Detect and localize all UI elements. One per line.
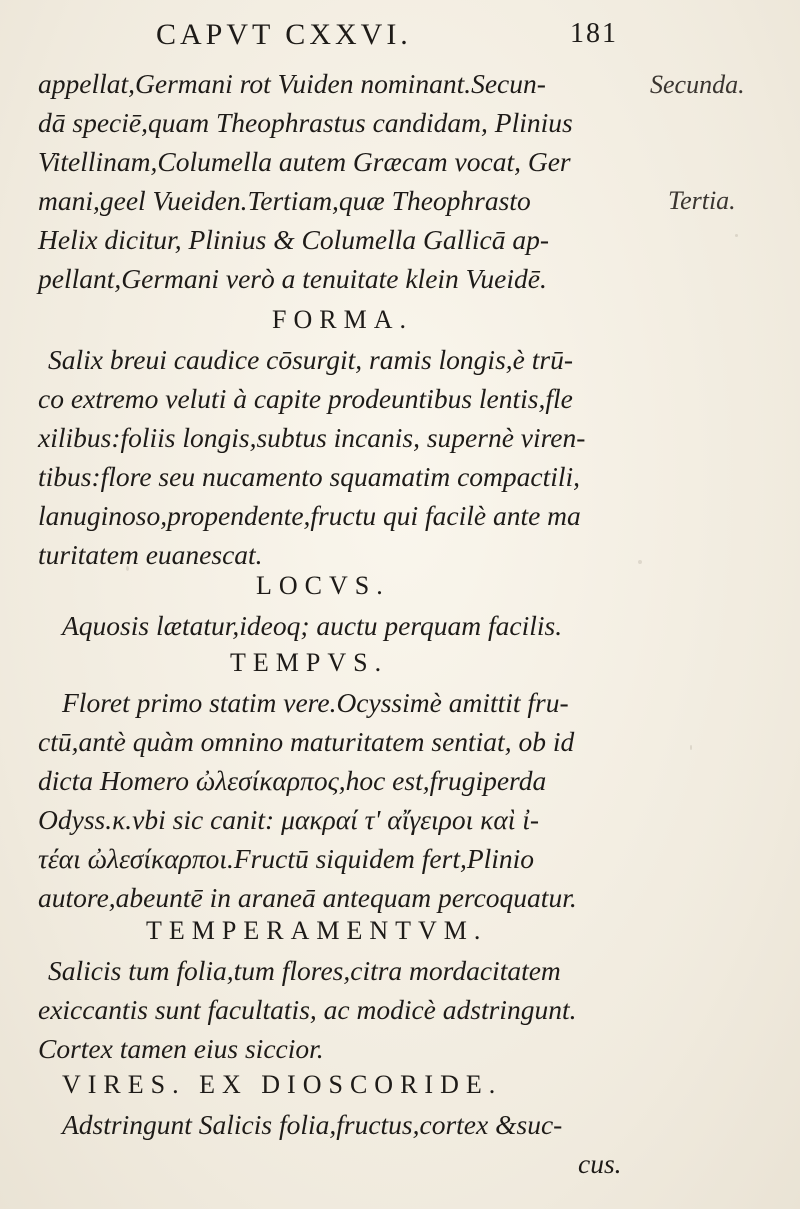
text-line: Vitellinam,Columella autem Græcam vocat, Ger	[38, 146, 571, 177]
text-line: Adstringunt Salicis folia,fructus,cortex &suc-	[62, 1109, 563, 1140]
ink-spot	[690, 745, 692, 750]
text-line: pellant,Germani verò a tenuitate klein Vueidē.	[38, 263, 547, 294]
text-line: Helix dicitur, Plinius & Columella Gallicā ap-	[38, 224, 549, 255]
text-line: Cortex tamen eius siccior.	[38, 1033, 324, 1064]
text-line: dicta Homero ὠλεσίκαρπος,hoc est,frugiperda	[38, 765, 547, 796]
ink-spot	[638, 560, 642, 564]
text-line: Odyss.κ.vbi sic canit: μακραί τ' αἴγειροι καὶ ἰ-	[38, 804, 540, 835]
text-line: Aquosis lætatur,ideoq; auctu perquam facilis.	[62, 610, 563, 641]
text-line: co extremo veluti à capite prodeuntibus lentis,fle	[38, 383, 573, 414]
text-line: Floret primo statim vere.Ocyssimè amittit fru-	[62, 687, 569, 718]
ink-spot	[735, 234, 738, 237]
text-line: mani,geel Vueiden.Tertiam,quæ Theophrasto	[38, 185, 531, 216]
page-number: 181	[570, 18, 618, 49]
heading-locus: LOCVS.	[256, 571, 390, 600]
text-line: cus.	[578, 1148, 622, 1179]
text-line: Salix breui caudice cōsurgit, ramis longis,è trū-	[48, 344, 573, 375]
text-line: tibus:flore seu nucamento squamatim compactili,	[38, 461, 581, 492]
text-line: Salicis tum folia,tum flores,citra mordacitatem	[48, 955, 561, 986]
text-line: turitatem euanescat.	[38, 539, 263, 570]
text-line: dā speciē,quam Theophrastus candidam, Plinius	[38, 107, 573, 138]
ink-spot	[126, 566, 129, 571]
heading-temperamentum: TEMPERAMENTVM.	[146, 916, 488, 945]
chapter-title: CAPVT CXXVI.	[156, 18, 412, 51]
text-line: τέαι ὠλεσίκαρποι.Fructū siquidem fert,Plinio	[38, 843, 535, 874]
heading-forma: FORMA.	[272, 305, 413, 334]
text-line: exiccantis sunt facultatis, ac modicè adstringunt.	[38, 994, 577, 1025]
margin-note-tertia: Tertia.	[668, 186, 736, 215]
text-line: lanuginoso,propendente,fructu qui facilè ante ma	[38, 500, 581, 531]
text-line: autore,abeuntē in araneā antequam percoquatur.	[38, 882, 577, 913]
text-line: ctū,antè quàm omnino maturitatem sentiat, ob id	[38, 726, 575, 757]
heading-tempus: TEMPVS.	[230, 648, 389, 677]
text-line: appellat,Germani rot Vuiden nominant.Secun-	[38, 68, 546, 99]
margin-note-secunda: Secunda.	[650, 70, 745, 99]
heading-vires: VIRES. EX DIOSCORIDE.	[62, 1070, 503, 1099]
text-line: xilibus:foliis longis,subtus incanis, supernè viren-	[38, 422, 586, 453]
